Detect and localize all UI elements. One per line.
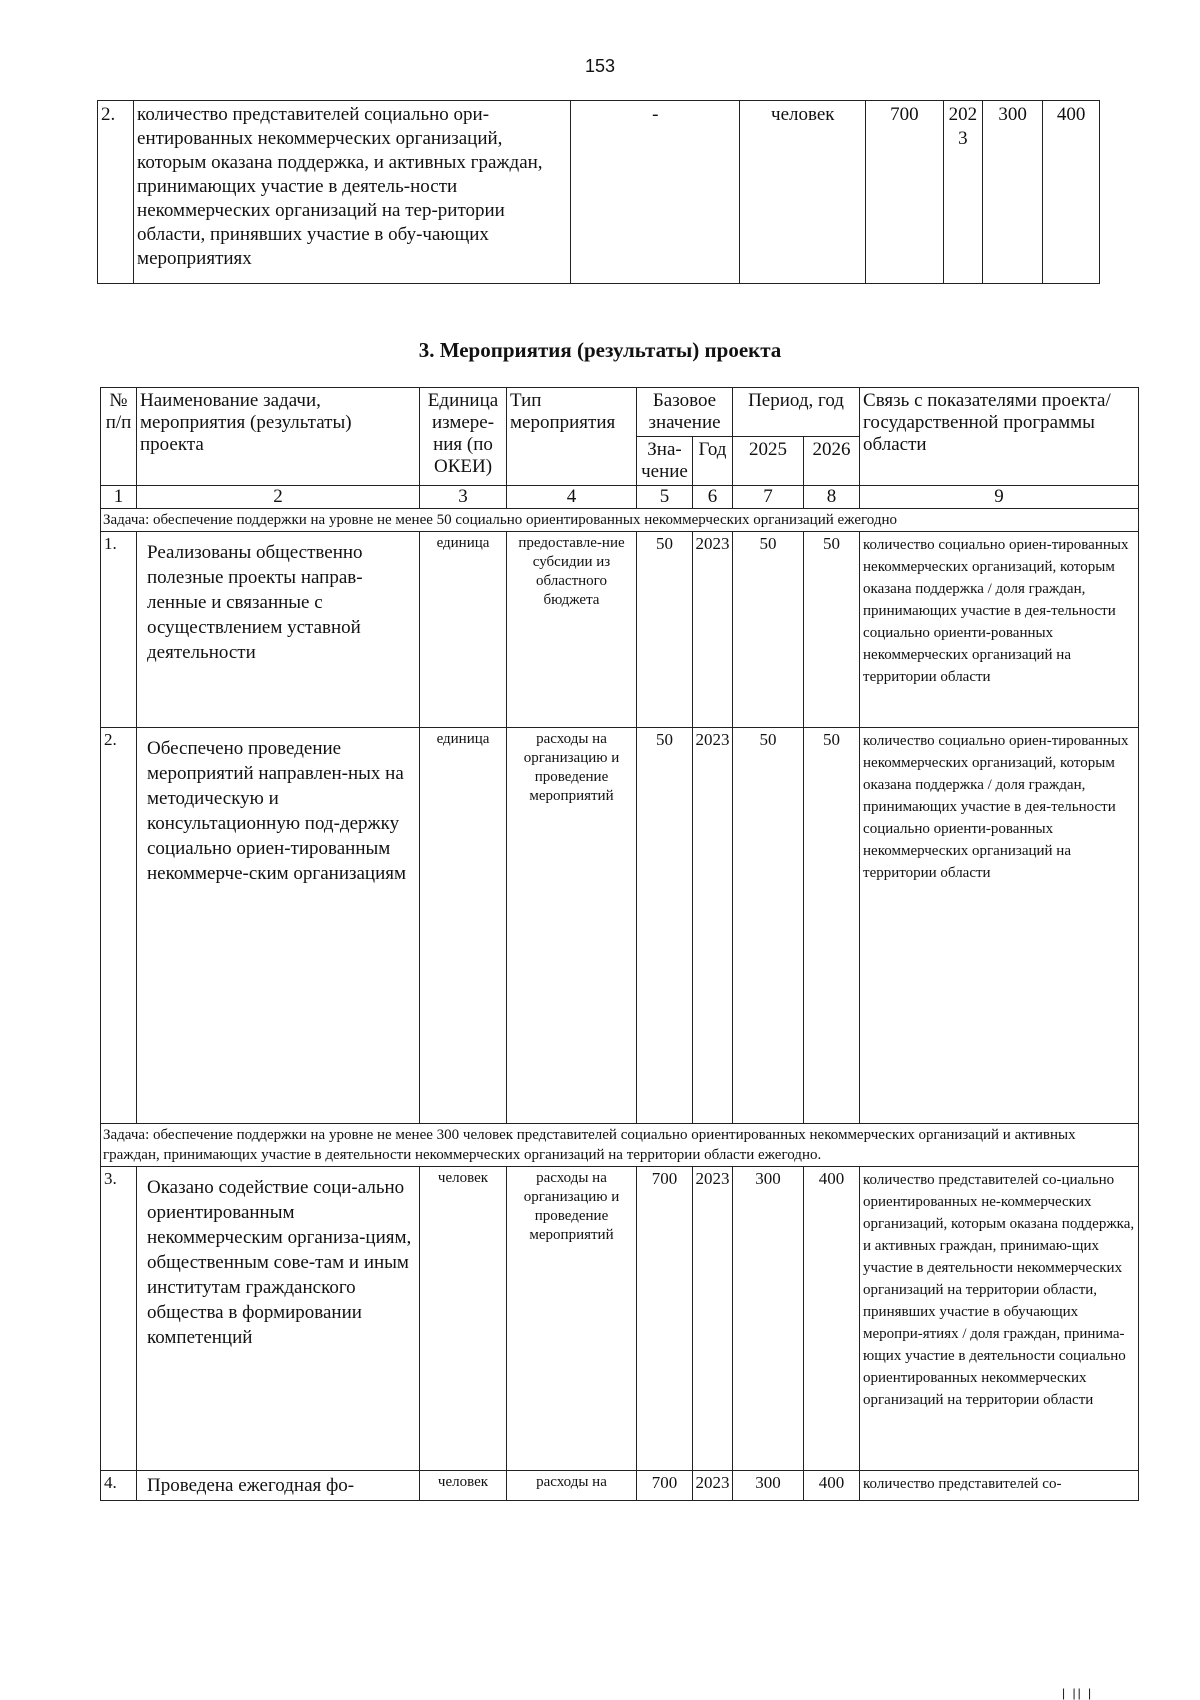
measure-type: расходы на [507, 1471, 637, 1501]
header-base: Базовое значение [637, 388, 733, 437]
row-number: 1. [101, 532, 137, 728]
indicator-relation: количество социально ориен-тированных некоммерческих организаций, которым оказана поддержка / доля граждан, принимающих участие в дея-тельности социально ориенти-рованных некоммерческих организаций на территории области [860, 728, 1139, 1124]
measure-name: Проведена ежегодная фо- [137, 1471, 420, 1501]
task-heading: Задача: обеспечение поддержки на уровне не менее 50 социально ориентированных некоммерческих организаций ежегодно [101, 509, 1139, 532]
header-name: Наименование задачи, мероприятия (результаты) проекта [137, 388, 420, 486]
value-2025: 300 [733, 1167, 804, 1471]
header-type: Тип мероприятия [507, 388, 637, 486]
value-2026: 50 [804, 728, 860, 1124]
table-row [101, 532, 1139, 728]
measure-type: предоставле-ние субсидии из областного бюджета [507, 532, 637, 728]
header-period: Период, год [733, 388, 860, 437]
value-2025: 50 [733, 532, 804, 728]
header-base-value: Зна-чение [637, 437, 693, 486]
base-value: 700 [637, 1471, 693, 1501]
measure-unit: единица [420, 728, 507, 1124]
indicator-relation: количество социально ориен-тированных некоммерческих организаций, которым оказана поддержка / доля граждан, принимающих участие в дея-тельности социально ориенти-рованных некоммерческих организаций на территории области [860, 532, 1139, 728]
row-number: 2. [101, 728, 137, 1124]
value-2025: 50 [733, 728, 804, 1124]
col-number: 6 [693, 486, 733, 509]
indicator-2026: 400 [1043, 101, 1100, 284]
value-2026: 400 [804, 1471, 860, 1501]
row-number: 2. [98, 101, 134, 284]
indicator-2025: 300 [983, 101, 1043, 284]
continued-indicators-table [97, 100, 1100, 284]
header-2025: 2025 [733, 437, 804, 486]
column-numbers-row [101, 486, 1139, 509]
value-2025: 300 [733, 1471, 804, 1501]
col-number: 1 [101, 486, 137, 509]
header-base-year: Год [693, 437, 733, 486]
measure-name: Реализованы общественно полезные проекты направ-ленные и связанные с осуществлением уставной деятельности [137, 532, 420, 728]
header-2026: 2026 [804, 437, 860, 486]
indicator-name: количество представителей социально ори-ентированных некоммерческих организаций, которым оказана поддержка, и активных граждан, принимающих участие в деятель-ности некоммерческих организаций на тер-ритории области, принявших участие в обу-чающих мероприятиях [134, 101, 571, 284]
header-num: № п/п [101, 388, 137, 486]
row-number: 4. [101, 1471, 137, 1501]
measure-type: расходы на организацию и проведение мероприятий [507, 1167, 637, 1471]
indicator-unit: человек [740, 101, 866, 284]
value-2026: 400 [804, 1167, 860, 1471]
base-year: 2023 [693, 532, 733, 728]
task-heading: Задача: обеспечение поддержки на уровне не менее 300 человек представителей социально ориентированных некоммерческих организаций и активных граждан, принимающих участие в деятельности некоммерческих организаций на территории области ежегодно. [101, 1124, 1139, 1167]
header-relation: Связь с показателями проекта/государственной программы области [860, 388, 1139, 486]
base-value: 700 [637, 1167, 693, 1471]
header-unit: Единица измере-ния (по ОКЕИ) [420, 388, 507, 486]
base-year: 2023 [693, 1471, 733, 1501]
indicator-relation: количество представителей со- [860, 1471, 1139, 1501]
base-year: 2023 [693, 1167, 733, 1471]
value-2026: 50 [804, 532, 860, 728]
measure-unit: человек [420, 1167, 507, 1471]
base-value: 50 [637, 532, 693, 728]
col-number: 3 [420, 486, 507, 509]
page-number: 153 [584, 56, 616, 76]
col-number: 4 [507, 486, 637, 509]
measure-name: Оказано содействие соци-ально ориентированным некоммерческим организа-циям, общественным сове-там и иным институтам гражданского общества в формировании компетенций [137, 1167, 420, 1471]
col-number: 8 [804, 486, 860, 509]
col-number: 2 [137, 486, 420, 509]
measure-unit: человек [420, 1471, 507, 1501]
indicator-relation: количество представителей со-циально ориентированных не-коммерческих организаций, которым оказана поддержка, и активных граждан, принимаю-щих участие в деятельности некоммерческих организаций на территории области, принявших участие в обучающих меропри-ятиях / доля граждан, принима-ющих участие в деятельности социально ориентированных некоммерческих организаций на территории области [860, 1167, 1139, 1471]
table-row [101, 1471, 1139, 1501]
table-row [101, 1167, 1139, 1471]
section-title: 3. Мероприятия (результаты) проекта [418, 338, 782, 362]
indicator-dash: - [571, 101, 740, 284]
indicator-year: 202 3 [943, 101, 982, 284]
row-number: 3. [101, 1167, 137, 1471]
base-year: 2023 [693, 728, 733, 1124]
measures-table [100, 387, 1139, 1501]
col-number: 5 [637, 486, 693, 509]
measure-name: Обеспечено проведение мероприятий направлен-ных на методическую и консультационную под-держку социально ориен-тированным некоммерче-ским организациям [137, 728, 420, 1124]
indicator-base: 700 [866, 101, 944, 284]
measure-type: расходы на организацию и проведение мероприятий [507, 728, 637, 1124]
base-value: 50 [637, 728, 693, 1124]
table-row [101, 728, 1139, 1124]
scan-marks: | || | [1062, 1686, 1094, 1700]
measure-unit: единица [420, 532, 507, 728]
col-number: 7 [733, 486, 804, 509]
table-row [98, 101, 1100, 284]
col-number: 9 [860, 486, 1139, 509]
